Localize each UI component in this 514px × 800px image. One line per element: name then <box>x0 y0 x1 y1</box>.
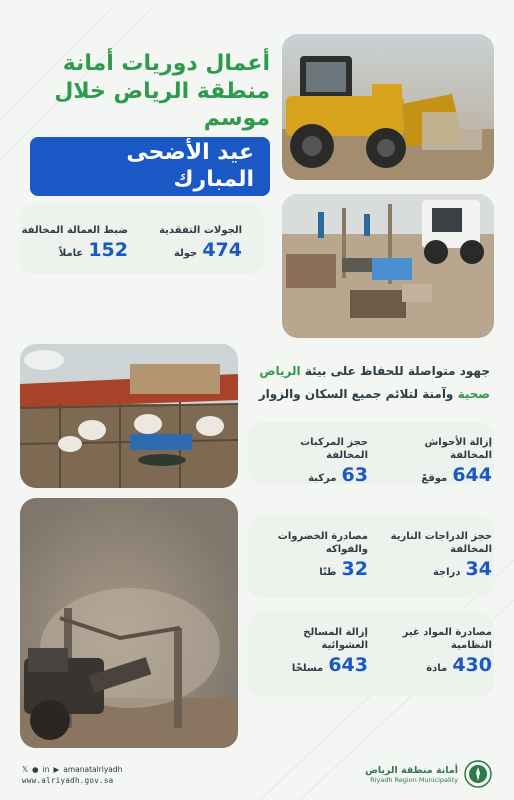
stat-label: الجولات التفقدية <box>159 225 242 236</box>
stat-value: 643 <box>328 654 368 676</box>
stat-inspection-tours <box>142 224 242 261</box>
stat-impounded-motorcycles <box>372 530 492 580</box>
municipality-emblem-icon <box>464 760 492 788</box>
headline-line-1: أعمال دوريات أمانة <box>62 51 270 76</box>
stat-removed-slaughterhouses <box>268 626 368 676</box>
stat-label: مصادرة الخضروات والفواكه <box>277 531 368 555</box>
stat-label: إزالة المسالخ العشوائية <box>303 627 368 651</box>
statement-text: وآمنة لتلائم جميع السكان والزوار <box>258 386 458 401</box>
stat-label: ضبط العمالة المخالفة <box>21 225 128 236</box>
stat-unit: جولة <box>173 248 198 259</box>
statement-text: جهود متواصلة للحفاظ على بيئة <box>300 364 490 378</box>
twitter-icon[interactable]: 𝕏 <box>22 765 29 774</box>
headline-line-2: منطقة الرياض خلال موسم <box>54 78 270 131</box>
stat-value: 474 <box>202 239 242 261</box>
photo-bulldozer <box>282 34 494 180</box>
stat-value: 63 <box>341 464 368 486</box>
stat-label: حجز المركبات المخالفة <box>300 437 368 461</box>
headline-line-3: عيد الأضحى المبارك <box>30 137 270 196</box>
stat-confiscated-produce <box>268 530 368 580</box>
stat-unit: موقعً <box>421 473 448 484</box>
stat-confiscated-materials <box>382 626 492 676</box>
stat-unit: عاملاً <box>58 248 84 259</box>
stat-label: إزالة الأحواش المخالفة <box>424 437 492 461</box>
stat-value: 32 <box>341 558 368 580</box>
stat-label: مصادرة المواد غير النظامية <box>402 627 492 651</box>
stat-removed-pens <box>382 436 492 486</box>
stat-unit: مادة <box>426 663 448 674</box>
youtube-icon[interactable]: ▶ <box>53 765 60 774</box>
stat-unit: مركبة <box>308 473 337 484</box>
stat-label: حجز الدراجات النارية المخالفة <box>390 531 492 555</box>
footer-logo <box>365 760 492 788</box>
photo-demolition <box>20 498 238 748</box>
stat-impounded-vehicles <box>258 436 368 486</box>
statement-highlight-riyadh: الرياض <box>259 364 301 378</box>
stat-value: 34 <box>465 558 492 580</box>
photo-loader-market <box>282 194 494 338</box>
social-handle: amanatalriyadh <box>63 765 123 774</box>
linkedin-icon[interactable]: in <box>42 765 50 774</box>
environment-statement <box>250 360 490 406</box>
headline <box>30 50 270 196</box>
footer-contact <box>22 764 122 787</box>
website-link[interactable]: www.alriyadh.gov.sa <box>22 776 114 786</box>
stat-value: 430 <box>452 654 492 676</box>
statement-highlight-healthy: صحية <box>457 386 490 401</box>
stat-value: 644 <box>452 464 492 486</box>
social-row <box>22 764 122 775</box>
stat-value: 152 <box>88 239 128 261</box>
stat-unit: دراجة <box>432 567 461 578</box>
photo-livestock-pen <box>20 344 238 488</box>
stat-unit: مسلخًا <box>291 663 324 674</box>
snapchat-icon[interactable]: ● <box>32 765 39 774</box>
stat-violating-workers <box>18 224 128 261</box>
logo-arabic: أمانة منطقة الرياض <box>365 764 458 776</box>
logo-english: Riyadh Region Municipality <box>370 775 458 784</box>
stat-unit: طنًا <box>319 567 337 578</box>
